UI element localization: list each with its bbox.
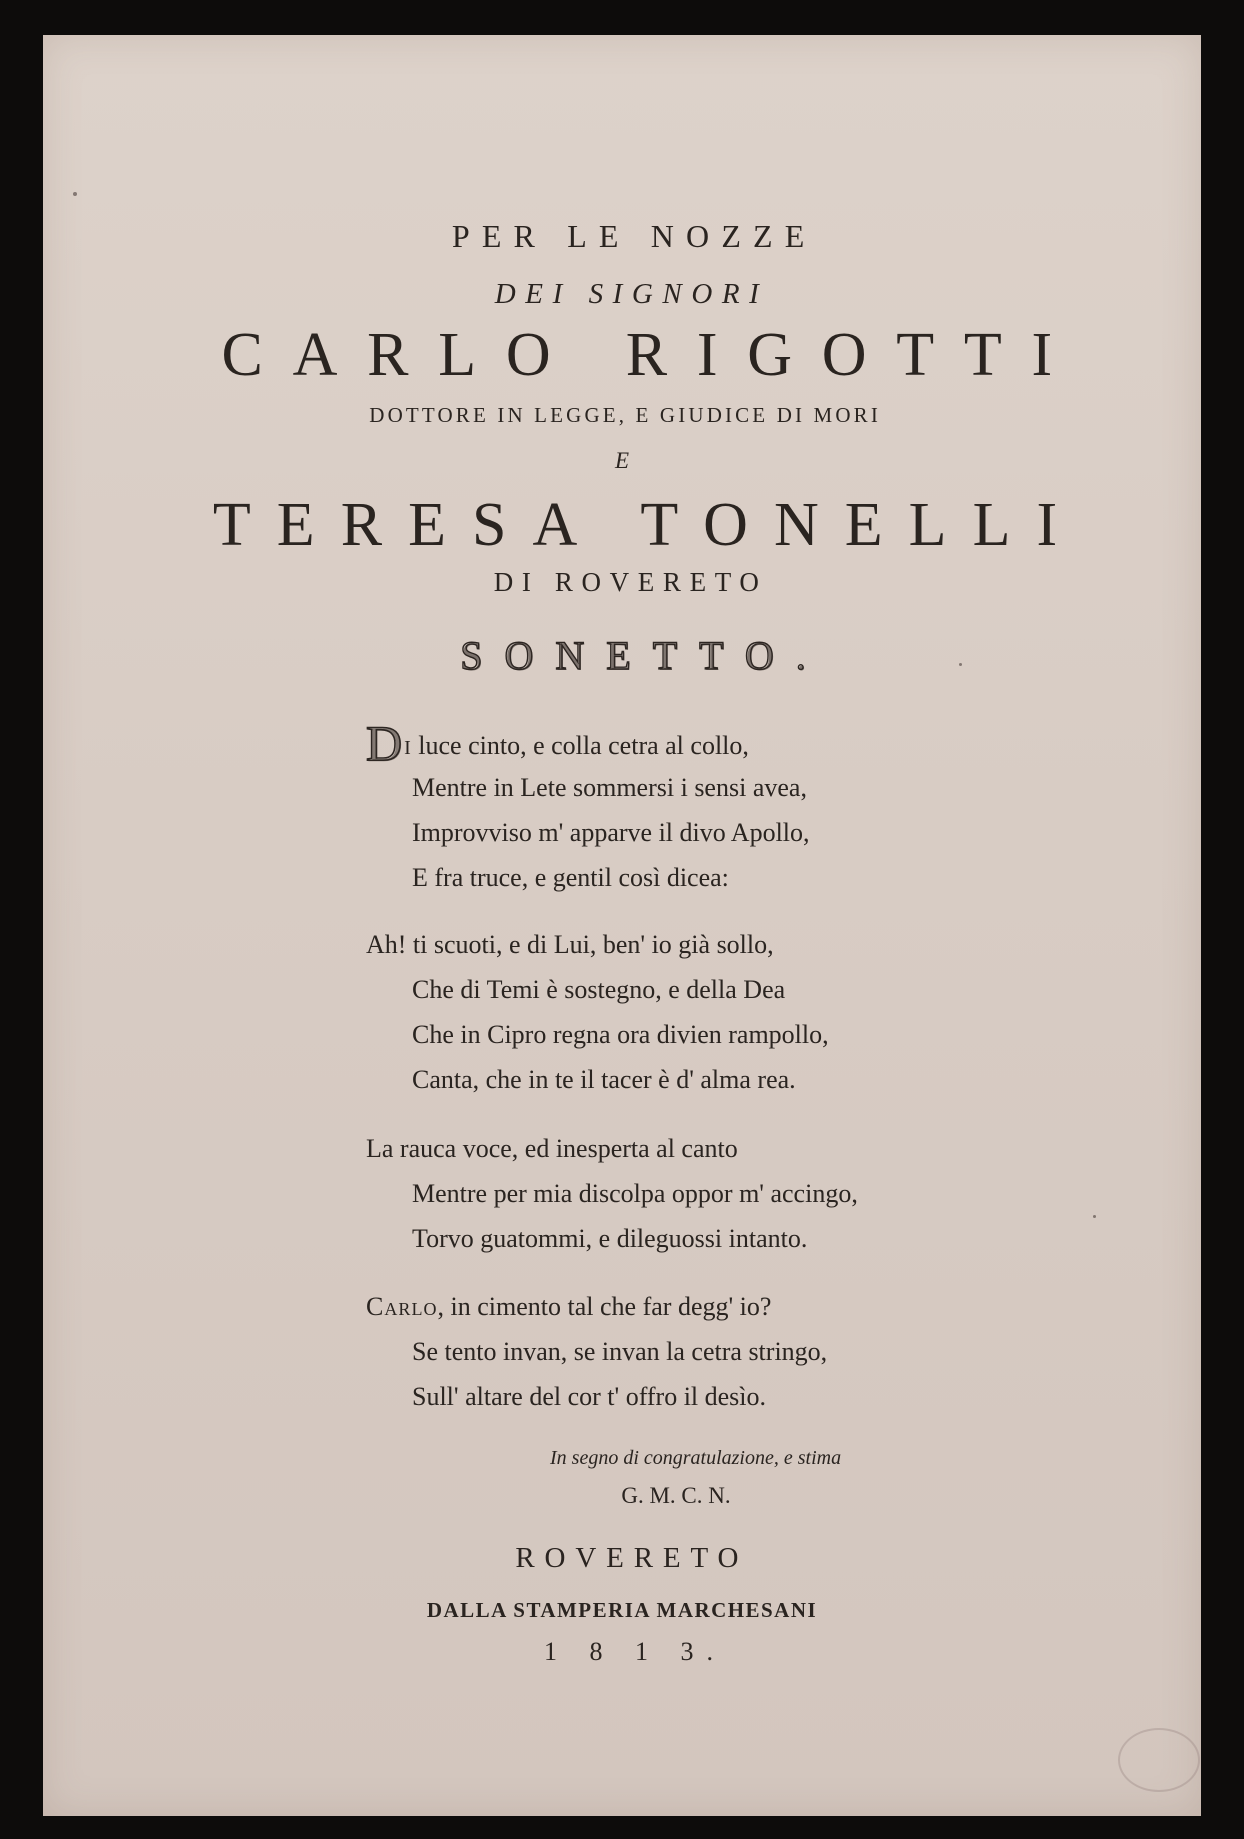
conjunction: E bbox=[614, 448, 630, 473]
groom-title: DOTTORE IN LEGGE, E GIUDICE DI MORI bbox=[369, 403, 881, 427]
verse-line: Torvo guatommi, e dileguossi intanto. bbox=[412, 1224, 808, 1253]
heading-per-le-nozze: PER LE NOZZE bbox=[451, 218, 817, 254]
drop-cap-rest: I bbox=[404, 737, 412, 759]
paper-speck bbox=[959, 663, 962, 666]
verse-line: Mentre per mia discolpa oppor m' accingo, bbox=[412, 1179, 858, 1208]
verse-line bbox=[366, 1292, 771, 1322]
verse-line: Se tento invan, se invan la cetra stringo, bbox=[412, 1337, 828, 1366]
verse-line: Che di Temi è sostegno, e della Dea bbox=[412, 975, 786, 1004]
paper-speck bbox=[73, 192, 77, 196]
verse-line: Mentre in Lete sommersi i sensi avea, bbox=[412, 773, 807, 802]
verse-line: Improvviso m' apparve il divo Apollo, bbox=[412, 818, 810, 847]
author-initials: G. M. C. N. bbox=[621, 1483, 731, 1508]
library-stamp bbox=[1118, 1728, 1200, 1792]
verse-line: Canta, che in te il tacer è d' alma rea. bbox=[412, 1065, 796, 1094]
verse-line: Sull' altare del cor t' offro il desìo. bbox=[412, 1382, 767, 1411]
bride-origin: DI ROVERETO bbox=[493, 567, 768, 597]
verse-text: , in cimento tal che far degg' io? bbox=[437, 1292, 772, 1321]
drop-cap: D bbox=[366, 715, 403, 771]
groom-name: CARLO RIGOTTI bbox=[221, 321, 1082, 389]
addressee-name: Carlo bbox=[366, 1292, 438, 1321]
verse-line bbox=[366, 715, 749, 771]
verse-line: Che in Cipro regna ora divien rampollo, bbox=[412, 1020, 829, 1049]
dedication: In segno di congratulazione, e stima bbox=[550, 1447, 842, 1469]
heading-dei-signori: DEI SIGNORI bbox=[494, 278, 769, 310]
verse-text: luce cinto, e colla cetra al collo, bbox=[411, 731, 749, 760]
paper-speck bbox=[1093, 1215, 1096, 1218]
verse-line: E fra truce, e gentil così dicea: bbox=[412, 863, 729, 892]
verse-line: Ah! ti scuoti, e di Lui, ben' io già sollo, bbox=[366, 930, 774, 959]
poem-type-heading: SONETTO. bbox=[460, 633, 828, 678]
imprint-printer: DALLA STAMPERIA MARCHESANI bbox=[426, 1598, 818, 1622]
imprint-year: 1 8 1 3. bbox=[544, 1637, 726, 1666]
verse-line: La rauca voce, ed inesperta al canto bbox=[366, 1134, 738, 1163]
bride-name: TERESA TONELLI bbox=[212, 491, 1084, 559]
imprint-city: ROVERETO bbox=[515, 1542, 749, 1574]
